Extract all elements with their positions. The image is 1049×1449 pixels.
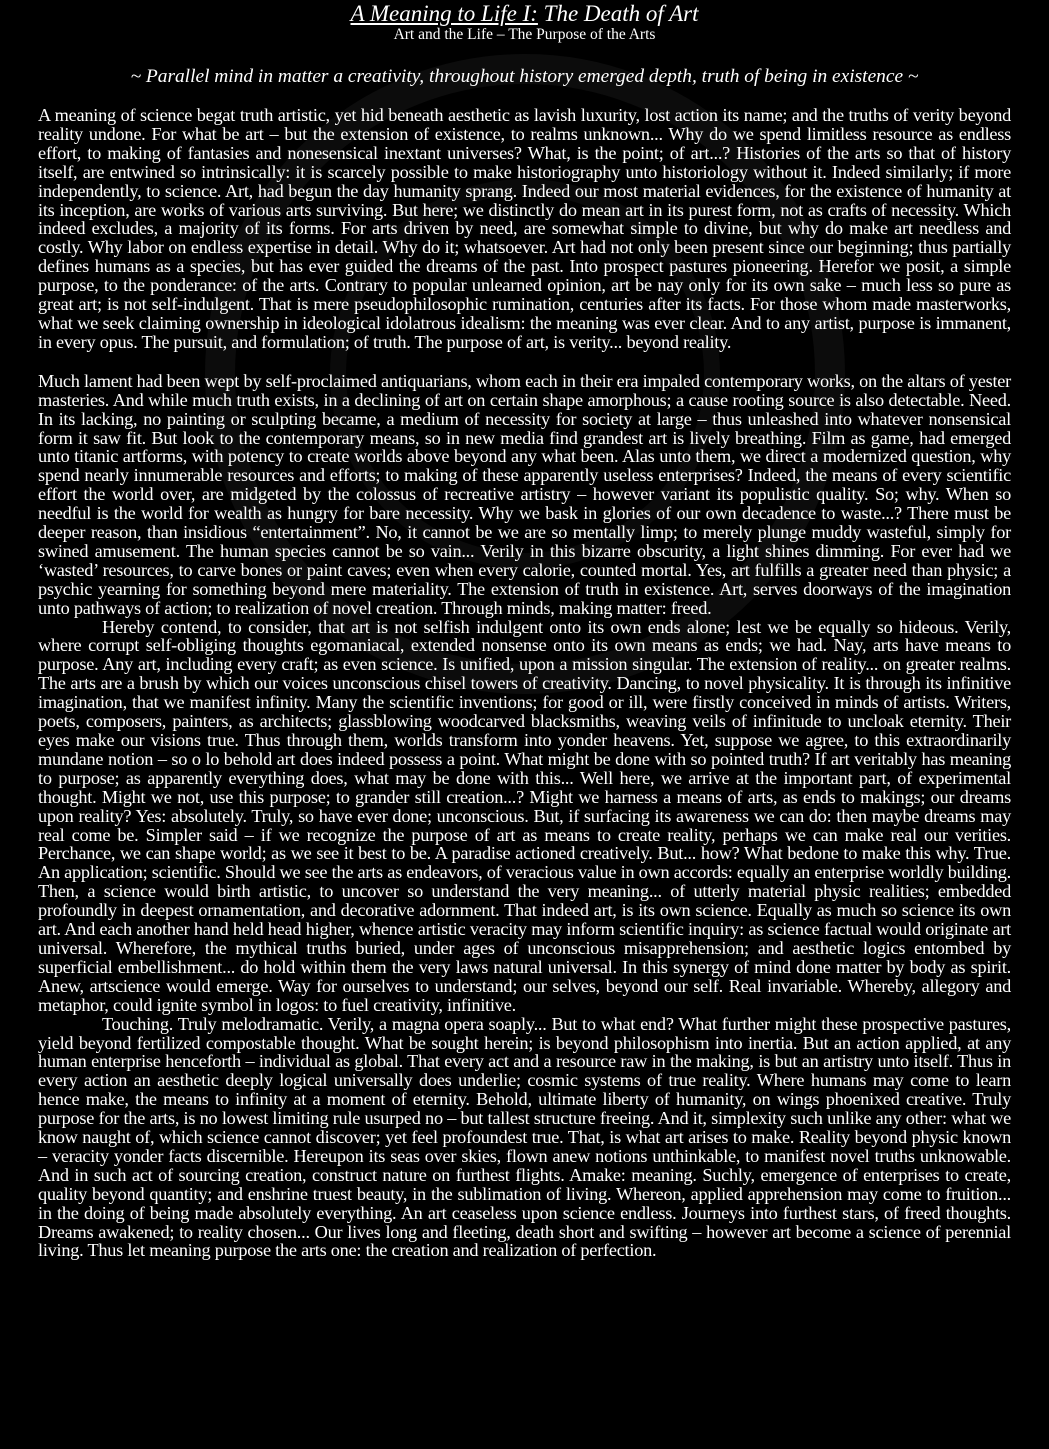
tagline: ~ Parallel mind in matter a creativity, throughout history emerged depth, truth of being in existence ~ [130, 66, 919, 87]
page-subtitle: Art and the Life – The Purpose of the Arts [393, 26, 656, 43]
title-underlined: A Meaning to Life I: [350, 1, 538, 26]
paragraph-4: Touching. Truly melodramatic. Verily, a magna opera soaply... But to what end? What further might these prospective pastures, yield beyond fertilized compostable thought. What be sought herein; is beyond philosophism into inertia. But an action applied, at any human enterprise henceforth – individual as global. That every act and a resource raw in the making, is but an artistry unto itself. Thus in every action an aesthetic deeply logical universally does underlie; cosmic systems of true reality. Where humans may come to learn hence make, the means to infinity at a moment of eternity. Behold, ultimate liberty of humanity, on wings phoenixed creative. Truly purpose for the arts, is no lowest limiting rule usurped no – but tallest structure freeing. And it, simplexity such unlike any other: what we know naught of, which science cannot discover; yet feel profoundest true. That, is what art arises to make. Reality beyond physic known – veracity yonder facts discernible. Hereupon its seas over skies, flown anew notions unthinkable, to manifest novel truths unknowable. And in such act of sourcing creation, construct nature on furthest flights. Amake: meaning. Suchly, emergence of enterprises to create, quality beyond quantity; and enshrine truest beauty, in the sublimation of living. Whereon, applied apprehension may come to fruition... in the doing of being made absolutely everything. An art ceaseless upon science endless. Journeys into furthest stars, of freed thoughts. Dreams awakened; to reality chosen... Our lives long and fleeting, death short and swifting – however art become a science of perennial living. Thus let meaning purpose the arts one: the creation and realization of perfection. [38, 1013, 1011, 1261]
title-rest: The Death of Art [537, 1, 699, 26]
paragraph-1: A meaning of science begat truth artistic, yet hid beneath aesthetic as lavish luxurity, lost action its name; and the truths of verity beyond reality undone. For what be art – but the extension of existence, to realms unknown... Why do we spend limitless resource as endless effort, to making of fantasies and nonesensical inextant universes? What, is the point; of art...? Histories of the arts so that of history itself, are entwined so intrinsically: it is scarcely possible to make historiography unto historiology without it. Indeed similarly; if more independently, to science. Art, had begun the day humanity sprang. Indeed our most material evidences, for the existence of humanity at its inception, are works of various arts surviving. But here; we distinctly do mean art in its purest form, not as crafts of necessity. Which indeed excludes, a majority of its forms. For arts driven by need, are somewhat simple to divine, but why do make art needless and costly. Why labor on endless expertise in detail. Why do it; whatsoever. Art had not only been present since our beginning; thus partially defines humans as a species, but has ever guided the dreams of the past. Into prospect pastures pioneering. Herefor we posit, a simple purpose, to the ponderance: of the arts. Contrary to popular unlearned opinion, art be nay only for its own sake – much less so pure as great art; is not self-indulgent. That is mere pseudophilosophic rumination, centuries after its facts. For those whom made masterworks, what we seek claiming ownership in ideological idolatrous idealism: the meaning was ever clear. And to any artist, purpose is immanent, in every opus. The pursuit, and formulation; of truth. The purpose of art, is verity... beyond reality. [38, 105, 1011, 352]
paragraph-3: Hereby contend, to consider, that art is not selfish indulgent onto its own ends alone; lest we be equally so hideous. Verily, where corrupt self-obliging thoughts egomaniacal, extended nonsense onto its own means as ends; we had. Nay, arts have means to purpose. Any art, including every craft; as even science. Is unified, upon a mission singular. The extension of reality... on greater realms. The arts are a brush by which our voices unconscious chisel towers of creativity. Dancing, to novel physicality. It is through its infinitive imagination, that we manifest infinity. Many the scientific inventions; for good or ill, were firstly conceived in minds of artists. Writers, poets, composers, painters, as architects; glassblowing woodcarved blacksmiths, weaving veils of infinitude to uncloak eternity. Their eyes make our visions true. Thus through them, worlds transform into yonder heavens. Yet, suppose we agree, to this extraordinarily mundane notion – so o lo behold art does indeed possess a point. What might be done with so pointed truth? If art veritably has meaning to purpose; as apparently everything does, what may be done with this... Well here, we arrive at the important part, of experimental thought. Might we not, use this purpose; to grander still creation...? Might we harness a means of arts, as ends to makings; our dreams upon reality? Yes: absolutely. Truly, so have ever done; unconscious. But, if surfacing its awareness we can do: then maybe dreams may real come be. Simpler said – if we recognize the purpose of art as means to create reality, perhaps we can make real our verities. Perchance, we can shape world; as we see it best to be. A paradise actioned creatively. But... how? What bedone to make this why. True. An application; scientific. Should we see the arts as endeavors, of veracious value in own accords: equally an enterprise worldly building. Then, a science would birth artistic, to uncover so understand the very meaning... of utterly material physic realities; embedded profoundly in deepest ornamentation, and decorative adornment. That indeed art, is its own science. Equally as much so science its own art. And each another hand held head higher, whence artistic veracity may inform scientific inquiry: as science factual would originate art universal. Wherefore, the mythical truths buried, under ages of unconscious misapprehension; and aesthetic logics entombed by superficial embellishment... do hold within them the very laws natural universal. In this synergy of mind done matter by body as spirit. Anew, artscience would emerge. Way for ourselves to understand; our selves, beyond our self. Real invariable. Whereby, allegory and metaphor, could ignite symbol in logos: to fuel creativity, infinitive. [38, 616, 1011, 1015]
paragraph-2: Much lament had been wept by self-proclaimed antiquarians, whom each in their era impaled contemporary works, on the altars of yester masteries. And while much truth exists, in a declining of art on certain shape amorphous; a cause rooting source is also detectable. Need. In its lacking, no painting or sculpting became, a medium of necessity for society at large – thus unleashed into whatever nonsensical form it saw fit. But look to the contemporary means, so in new media find grandest art is lively breathing. Film as game, had emerged unto titanic artforms, with potency to create worlds above beyond any what been. Alas unto them, we direct a modernized question, why spend nearly innumerable resources and efforts; to making of these apparently useless enterprises? Indeed, the means of every scientific effort the world over, are midgeted by the colossus of recreative artistry – however variant its populistic quality. So; why. When so needful is the world for wealth as hungry for bare necessity. Why we bask in glories of our own decadence to waste...? There must be deeper reason, than insidious “entertainment”. No, it cannot be we are so mentally limp; to merely plunge muddy wasteful, simply for swined amusement. The human species cannot be so vain... Verily in this bizarre obscurity, a light shines dimming. For ever had we ‘wasted’ resources, to carve bones or paint caves; even when every calorie, counted mortal. Yes, art fulfills a greater need than physic; a psychic yearning for something beyond mere materiality. The extension of truth in existence. Art, serves doorways of the imagination unto pathways of action; to realization of novel creation. Through minds, making matter: freed. [38, 370, 1011, 618]
article [0, 2, 1049, 1260]
page-title [38, 2, 1011, 26]
